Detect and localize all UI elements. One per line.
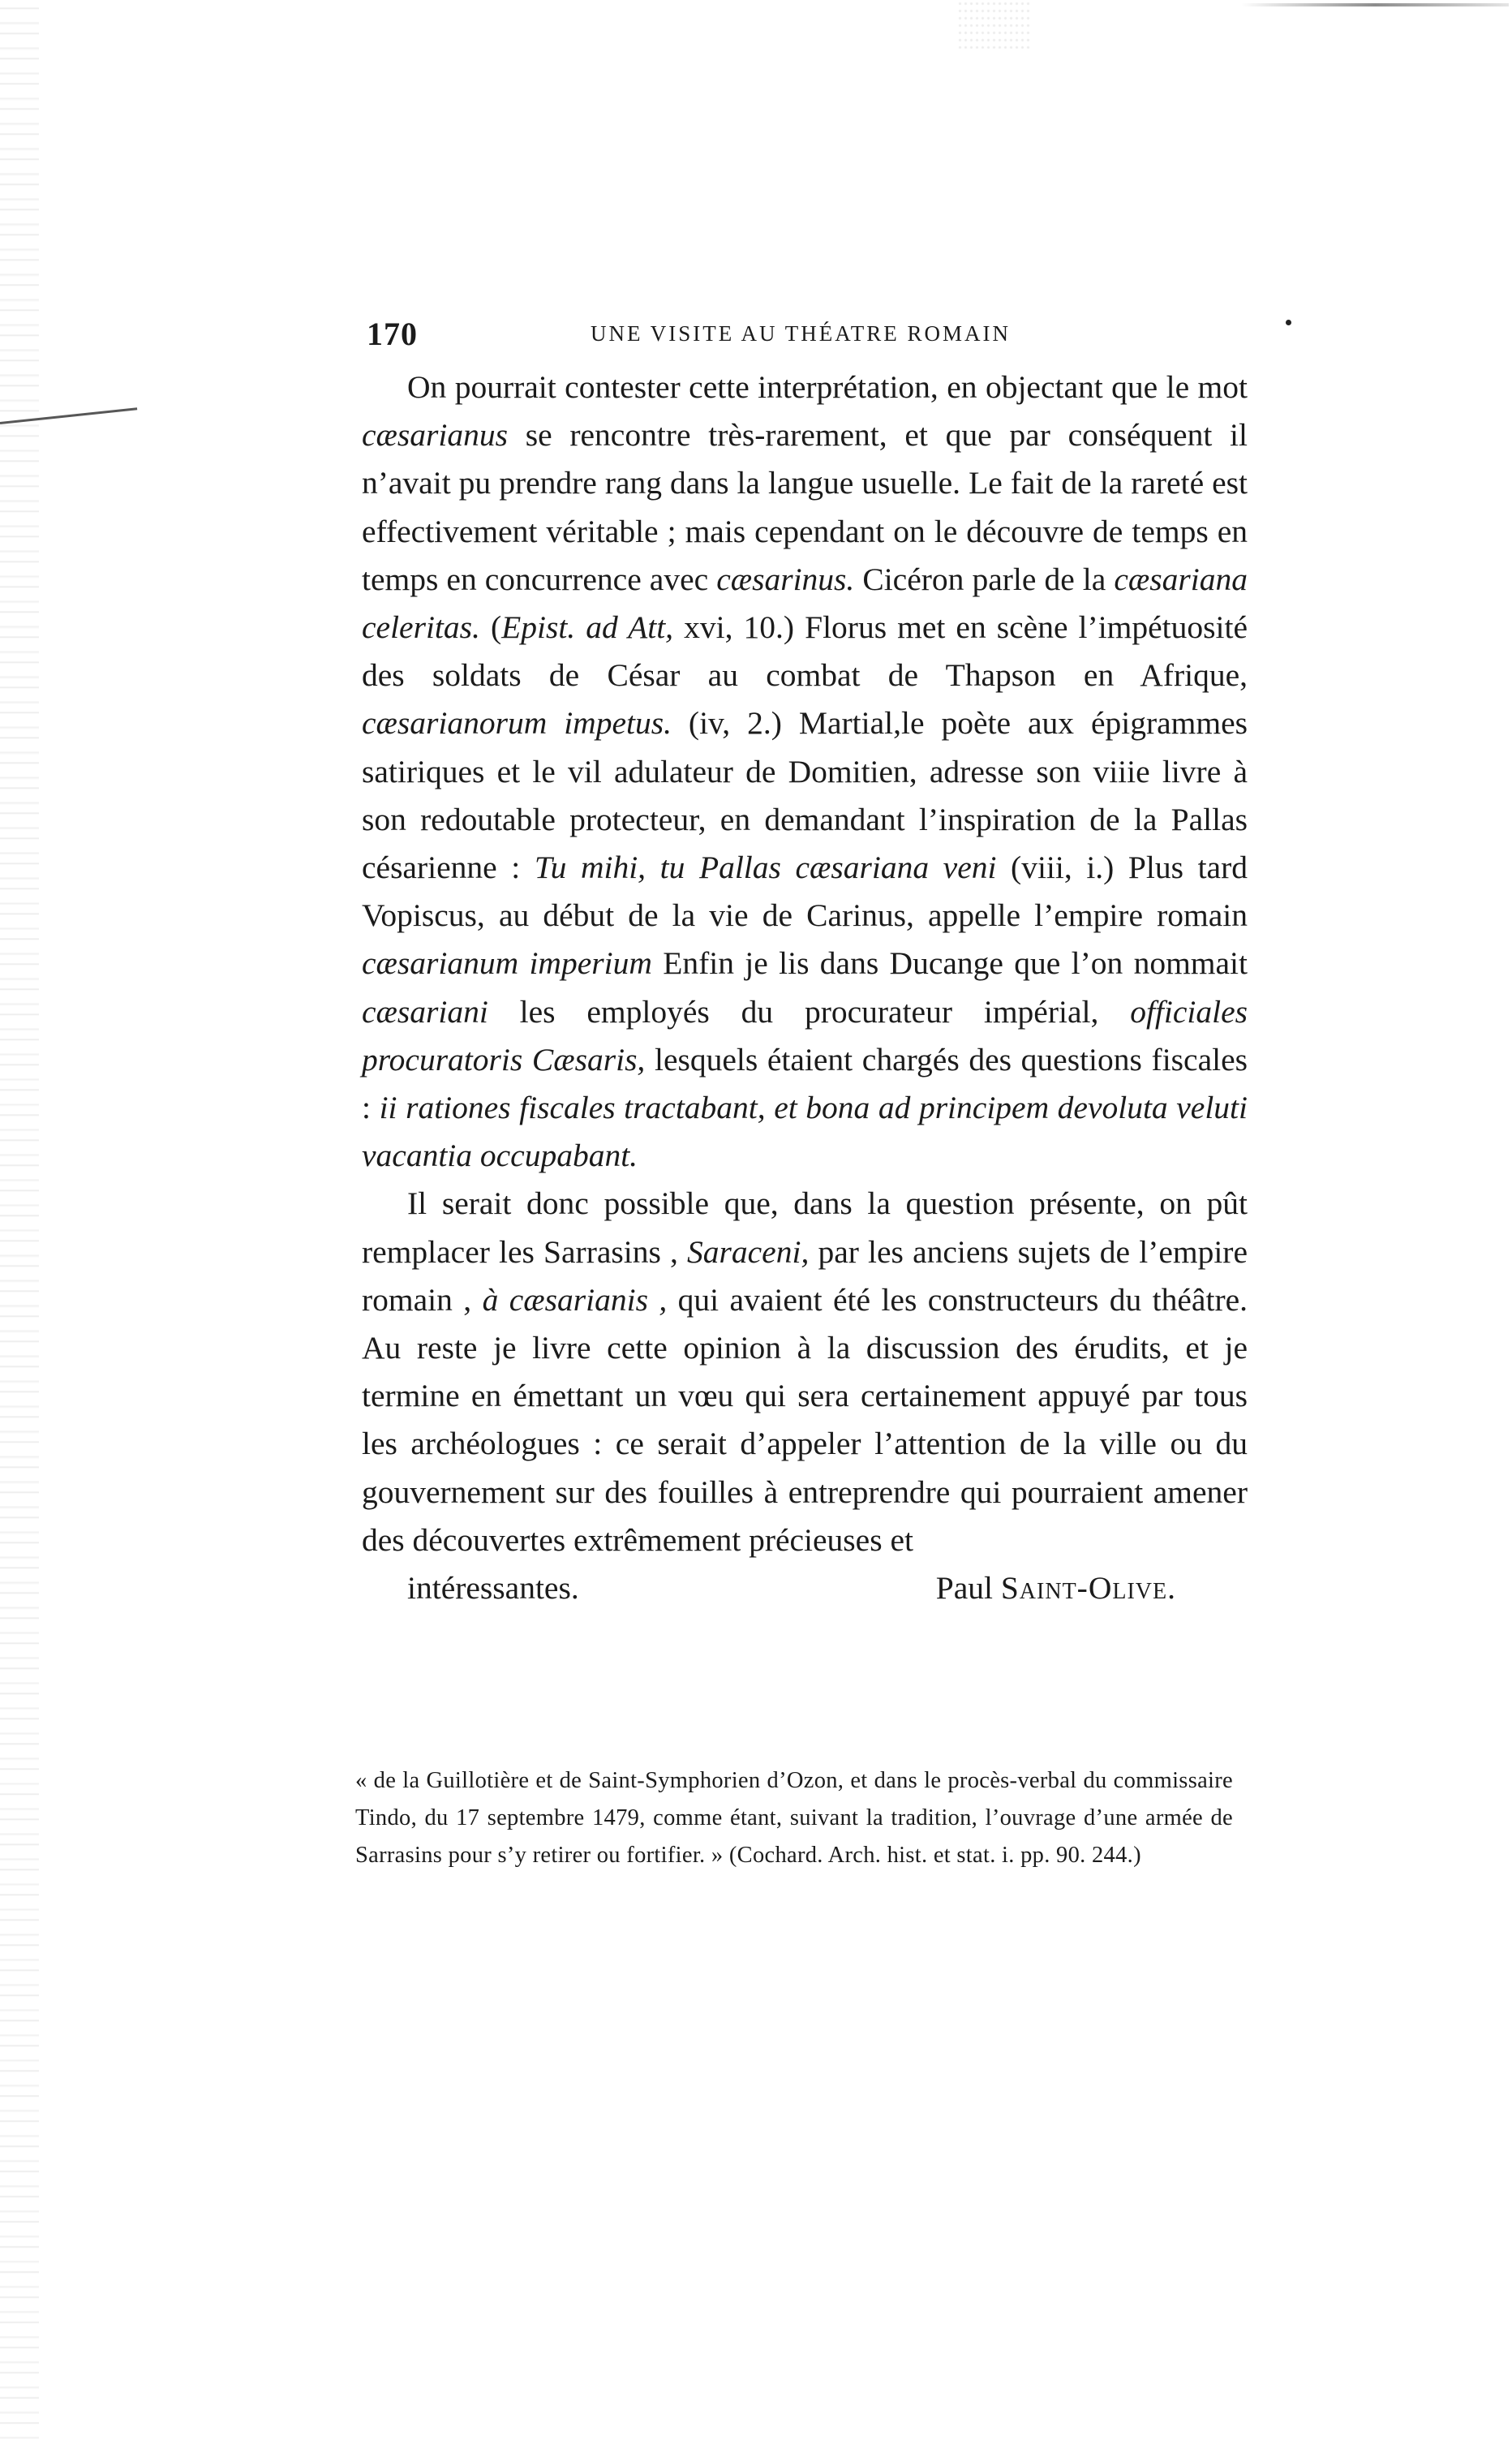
- p2-text-1: Il serait donc possible que, dans la question présente, on pût remplacer les Sarrasins ,: [362, 1185, 1248, 1270]
- p1-italic-1: cæsarianus: [362, 417, 508, 454]
- ink-dot: [1286, 320, 1291, 325]
- running-head: UNE VISITE AU THÉATRE ROMAIN: [591, 321, 1011, 346]
- p1-italic-8: cæsariani: [362, 993, 488, 1030]
- p1-text-7: (viii, i.) Plus tard Vopiscus, au début de la vie de Carinus, appelle l’empire romain: [362, 850, 1248, 934]
- p1-italic-7: cæsarianum imperium: [362, 945, 652, 982]
- p1-text-4: (: [479, 609, 502, 646]
- signature-last-name: Saint-Olive.: [1000, 1570, 1176, 1607]
- p1-italic-10: ii rationes fiscales tractabant, et bona ad principem devoluta veluti vacantia occupabant.: [362, 1090, 1248, 1174]
- p2-italic-1: Saraceni,: [687, 1233, 810, 1270]
- p1-italic-6: Tu mihi, tu Pallas cæsariana veni: [534, 850, 997, 886]
- scan-edge-noise: [0, 0, 39, 2439]
- p1-text-1: On pourrait contester cette interprétation, en objectant que le mot: [407, 369, 1248, 405]
- paragraph-2: [362, 1180, 1248, 1564]
- p1-text-3: Cicéron parle de la: [854, 561, 1115, 597]
- signature-first-name: Paul: [935, 1570, 1001, 1607]
- p1-text-10: lesquels étaient chargés des questions fiscales :: [362, 1041, 1248, 1126]
- page-number: 170: [367, 316, 418, 352]
- p1-italic-2: cæsarinus.: [716, 561, 855, 597]
- scan-top-line: [1241, 3, 1509, 6]
- closing-line: [362, 1564, 1248, 1612]
- footnote-text: « de la Guillotière et de Saint-Symphorien d’Ozon, et dans le procès-verbal du commissaire Tindo, du 17 septembre 1479, comme étant, suivant la tradition, l’ouvrage d’une armée de Sarrasins pour s’y retirer ou fortifier. » (Cochard. Arch. hist. et stat. i. pp. 90. 244.): [355, 1768, 1233, 1868]
- p2-text-2: par les anciens sujets de l’empire romain ,: [362, 1233, 1248, 1318]
- p1-text-2: se rencontre très-rarement, et que par conséquent il n’avait pu prendre rang dans la langue usuelle. Le fait de la rareté est effectivement véritable ; mais cependant on le découvre de temps en temps en concurrence avec: [362, 417, 1248, 597]
- scan-speck: [957, 0, 1030, 49]
- p1-italic-5: cæsarianorum impetus.: [362, 705, 672, 742]
- p2-text-3: qui avaient été les constructeurs du théâtre. Au reste je livre cette opinion à la discussion des érudits, et je termine en émettant un vœu qui sera certainement appuyé par tous les archéologues : ce serait d’appeler l’attention de la ville ou du gouvernement sur des fouilles à entreprendre qui pourraient amener des découvertes extrêmement précieuses et: [362, 1281, 1248, 1558]
- p1-text-9: les employés du procurateur impérial,: [488, 993, 1131, 1030]
- signature: [891, 1564, 1248, 1612]
- p1-text-5: xvi, 10.) Florus met en scène l’impétuosité des soldats de César au combat de Thapson en Afrique,: [362, 609, 1248, 694]
- footnote: [355, 1762, 1233, 1874]
- p2-italic-2: à cæsarianis ,: [482, 1281, 668, 1318]
- p1-italic-4: Epist. ad Att,: [501, 609, 674, 646]
- paragraph-1: [362, 363, 1248, 1180]
- closing-words: intéressantes.: [407, 1570, 579, 1607]
- p1-italic-9: officiales procuratoris Cæsaris,: [362, 993, 1248, 1078]
- main-text: [362, 363, 1248, 1612]
- p1-italic-3: cæsariana celeritas.: [362, 561, 1248, 646]
- p1-text-8: Enfin je lis dans Ducange que l’on nommait: [651, 945, 1248, 982]
- p1-text-6: (iv, 2.) Martial,le poète aux épigrammes satiriques et le vil adulateur de Domitien, adresse son viiie livre à son redoutable protecteur, en demandant l’inspiration de la Pallas césarienne :: [362, 705, 1248, 886]
- page-header: [367, 315, 1275, 355]
